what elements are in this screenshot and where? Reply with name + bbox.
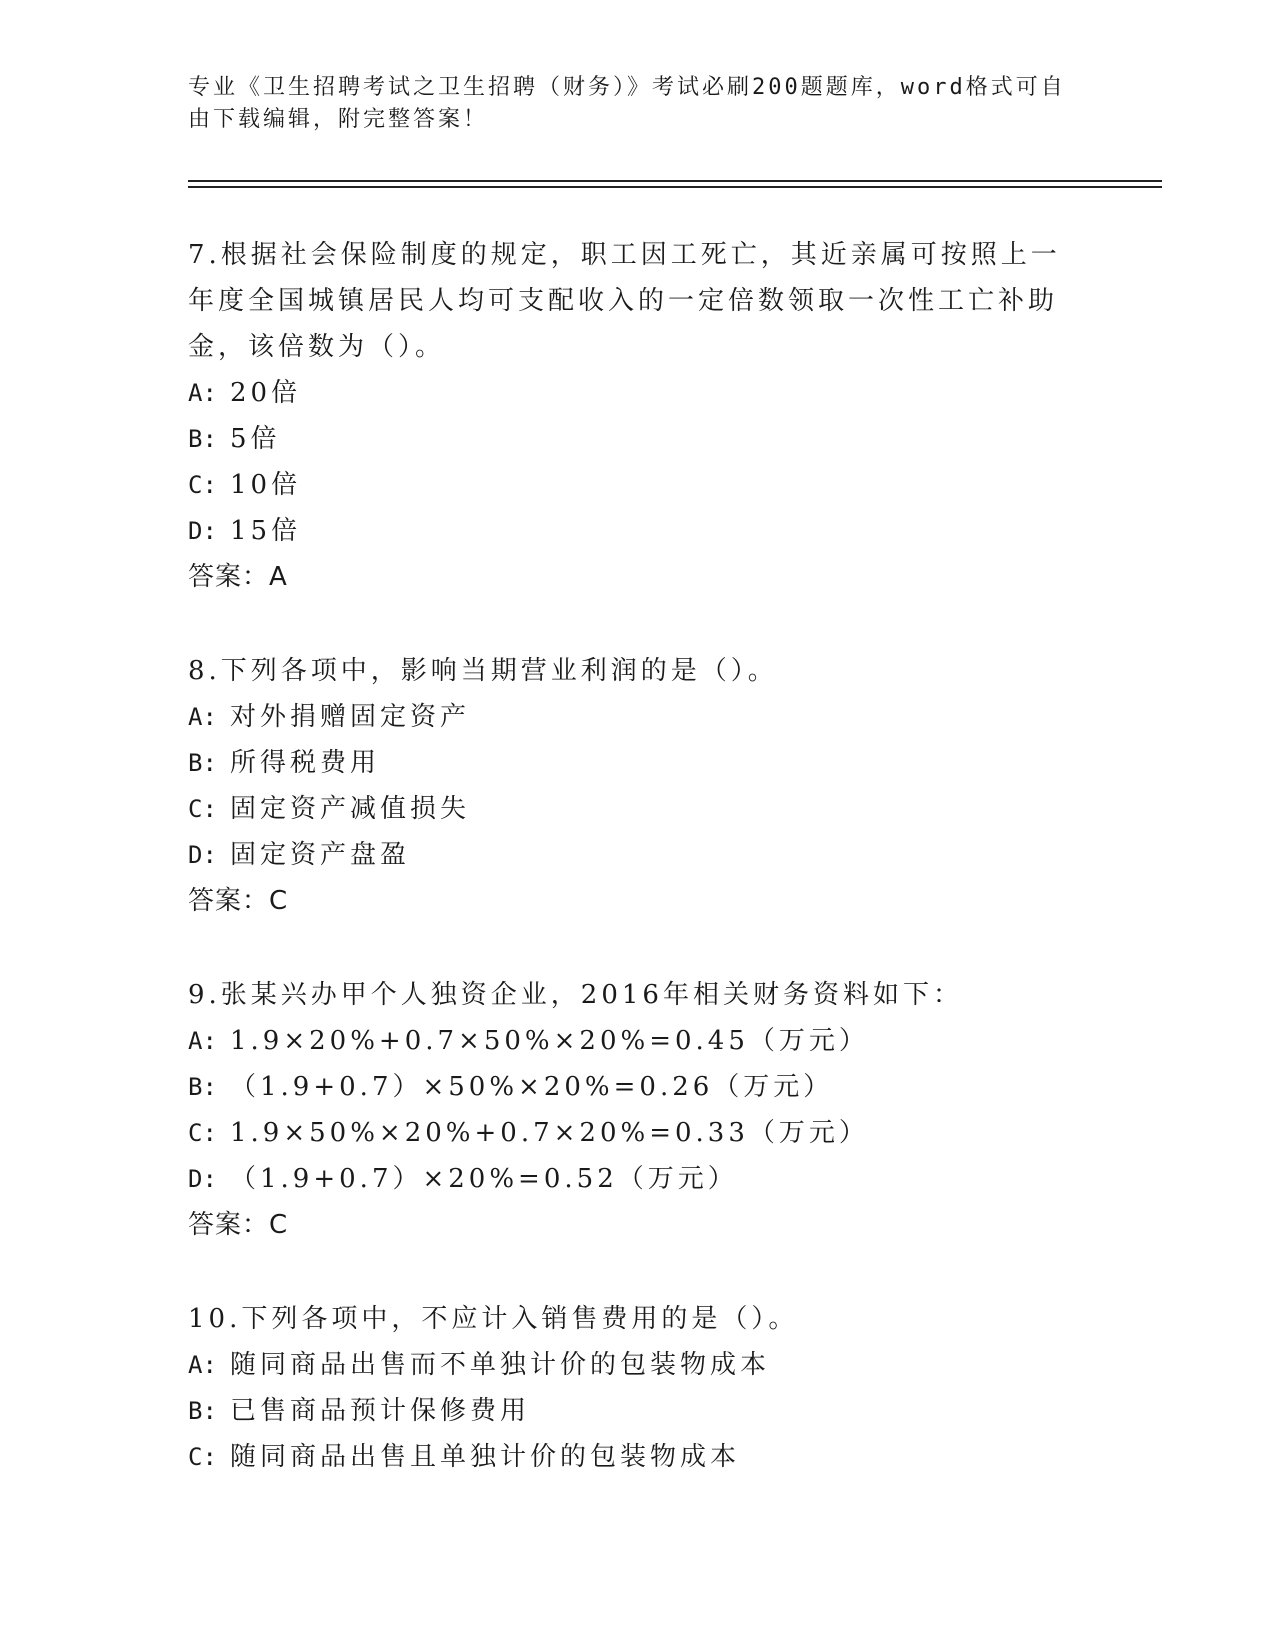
option-text: 随同商品出售而不单独计价的包装物成本 — [230, 1350, 771, 1380]
option-d — [188, 508, 1088, 554]
option-text: 固定资产减值损失 — [230, 794, 471, 824]
option-a — [188, 1342, 1088, 1388]
header-line-2: 由下载编辑，附完整答案！ — [188, 107, 489, 132]
answer-line: 答案：A — [188, 562, 288, 592]
option-c — [188, 1110, 1088, 1156]
option-letter: D: — [188, 1165, 217, 1193]
option-letter: B: — [188, 1073, 217, 1101]
option-text: 对外捐赠固定资产 — [230, 702, 471, 732]
question-10 — [188, 1296, 1088, 1480]
option-c — [188, 462, 1088, 508]
option-letter: C: — [188, 1443, 217, 1471]
option-text: 5倍 — [230, 424, 281, 454]
option-letter: C: — [188, 1119, 217, 1147]
option-letter: B: — [188, 749, 217, 777]
option-text: 已售商品预计保修费用 — [230, 1396, 531, 1426]
option-letter: D: — [188, 517, 217, 545]
option-text: 20倍 — [230, 378, 302, 408]
option-letter: A: — [188, 703, 217, 731]
option-letter: A: — [188, 1027, 217, 1055]
option-c — [188, 786, 1088, 832]
option-c — [188, 1434, 1088, 1480]
option-letter: B: — [188, 425, 217, 453]
option-text: 15倍 — [230, 516, 302, 546]
option-text: （1.9+0.7）×20%=0.52（万元） — [230, 1164, 738, 1194]
option-letter: A: — [188, 379, 217, 407]
option-b — [188, 416, 1088, 462]
question-7 — [188, 232, 1088, 600]
option-text: （1.9+0.7）×50%×20%=0.26（万元） — [230, 1072, 834, 1102]
question-9 — [188, 972, 1088, 1248]
question-stem: 7.根据社会保险制度的规定，职工因工死亡，其近亲属可按照上一年度全国城镇居民人均可支配收入的一定倍数领取一次性工亡补助金，该倍数为（）。 — [188, 240, 1061, 362]
option-letter: C: — [188, 471, 217, 499]
option-d — [188, 832, 1088, 878]
option-letter: A: — [188, 1351, 217, 1379]
option-b — [188, 740, 1088, 786]
question-stem: 9.张某兴办甲个人独资企业，2016年相关财务资料如下： — [188, 980, 963, 1010]
question-list — [188, 232, 1088, 1528]
option-d — [188, 1156, 1088, 1202]
option-b — [188, 1388, 1088, 1434]
option-letter: C: — [188, 795, 217, 823]
question-8 — [188, 648, 1088, 924]
option-a — [188, 1018, 1088, 1064]
answer-line: 答案：C — [188, 1210, 289, 1240]
option-letter: D: — [188, 841, 217, 869]
document-header — [188, 72, 1068, 136]
option-text: 1.9×50%×20%+0.7×20%=0.33（万元） — [230, 1118, 869, 1148]
option-text: 10倍 — [230, 470, 302, 500]
header-rule-top — [188, 180, 1162, 182]
answer-line: 答案：C — [188, 886, 289, 916]
header-line-1: 专业《卫生招聘考试之卫生招聘（财务）》考试必刷200题题库，word格式可自 — [188, 75, 1066, 100]
option-text: 固定资产盘盈 — [230, 840, 411, 870]
question-stem: 10.下列各项中，不应计入销售费用的是（）。 — [188, 1304, 799, 1334]
option-a — [188, 370, 1088, 416]
option-letter: B: — [188, 1397, 217, 1425]
option-text: 随同商品出售且单独计价的包装物成本 — [230, 1442, 741, 1472]
option-a — [188, 694, 1088, 740]
question-stem: 8.下列各项中，影响当期营业利润的是（）。 — [188, 656, 778, 686]
header-rule-bottom — [188, 186, 1162, 188]
option-text: 1.9×20%+0.7×50%×20%=0.45（万元） — [230, 1026, 869, 1056]
option-text: 所得税费用 — [230, 748, 381, 778]
option-b — [188, 1064, 1088, 1110]
